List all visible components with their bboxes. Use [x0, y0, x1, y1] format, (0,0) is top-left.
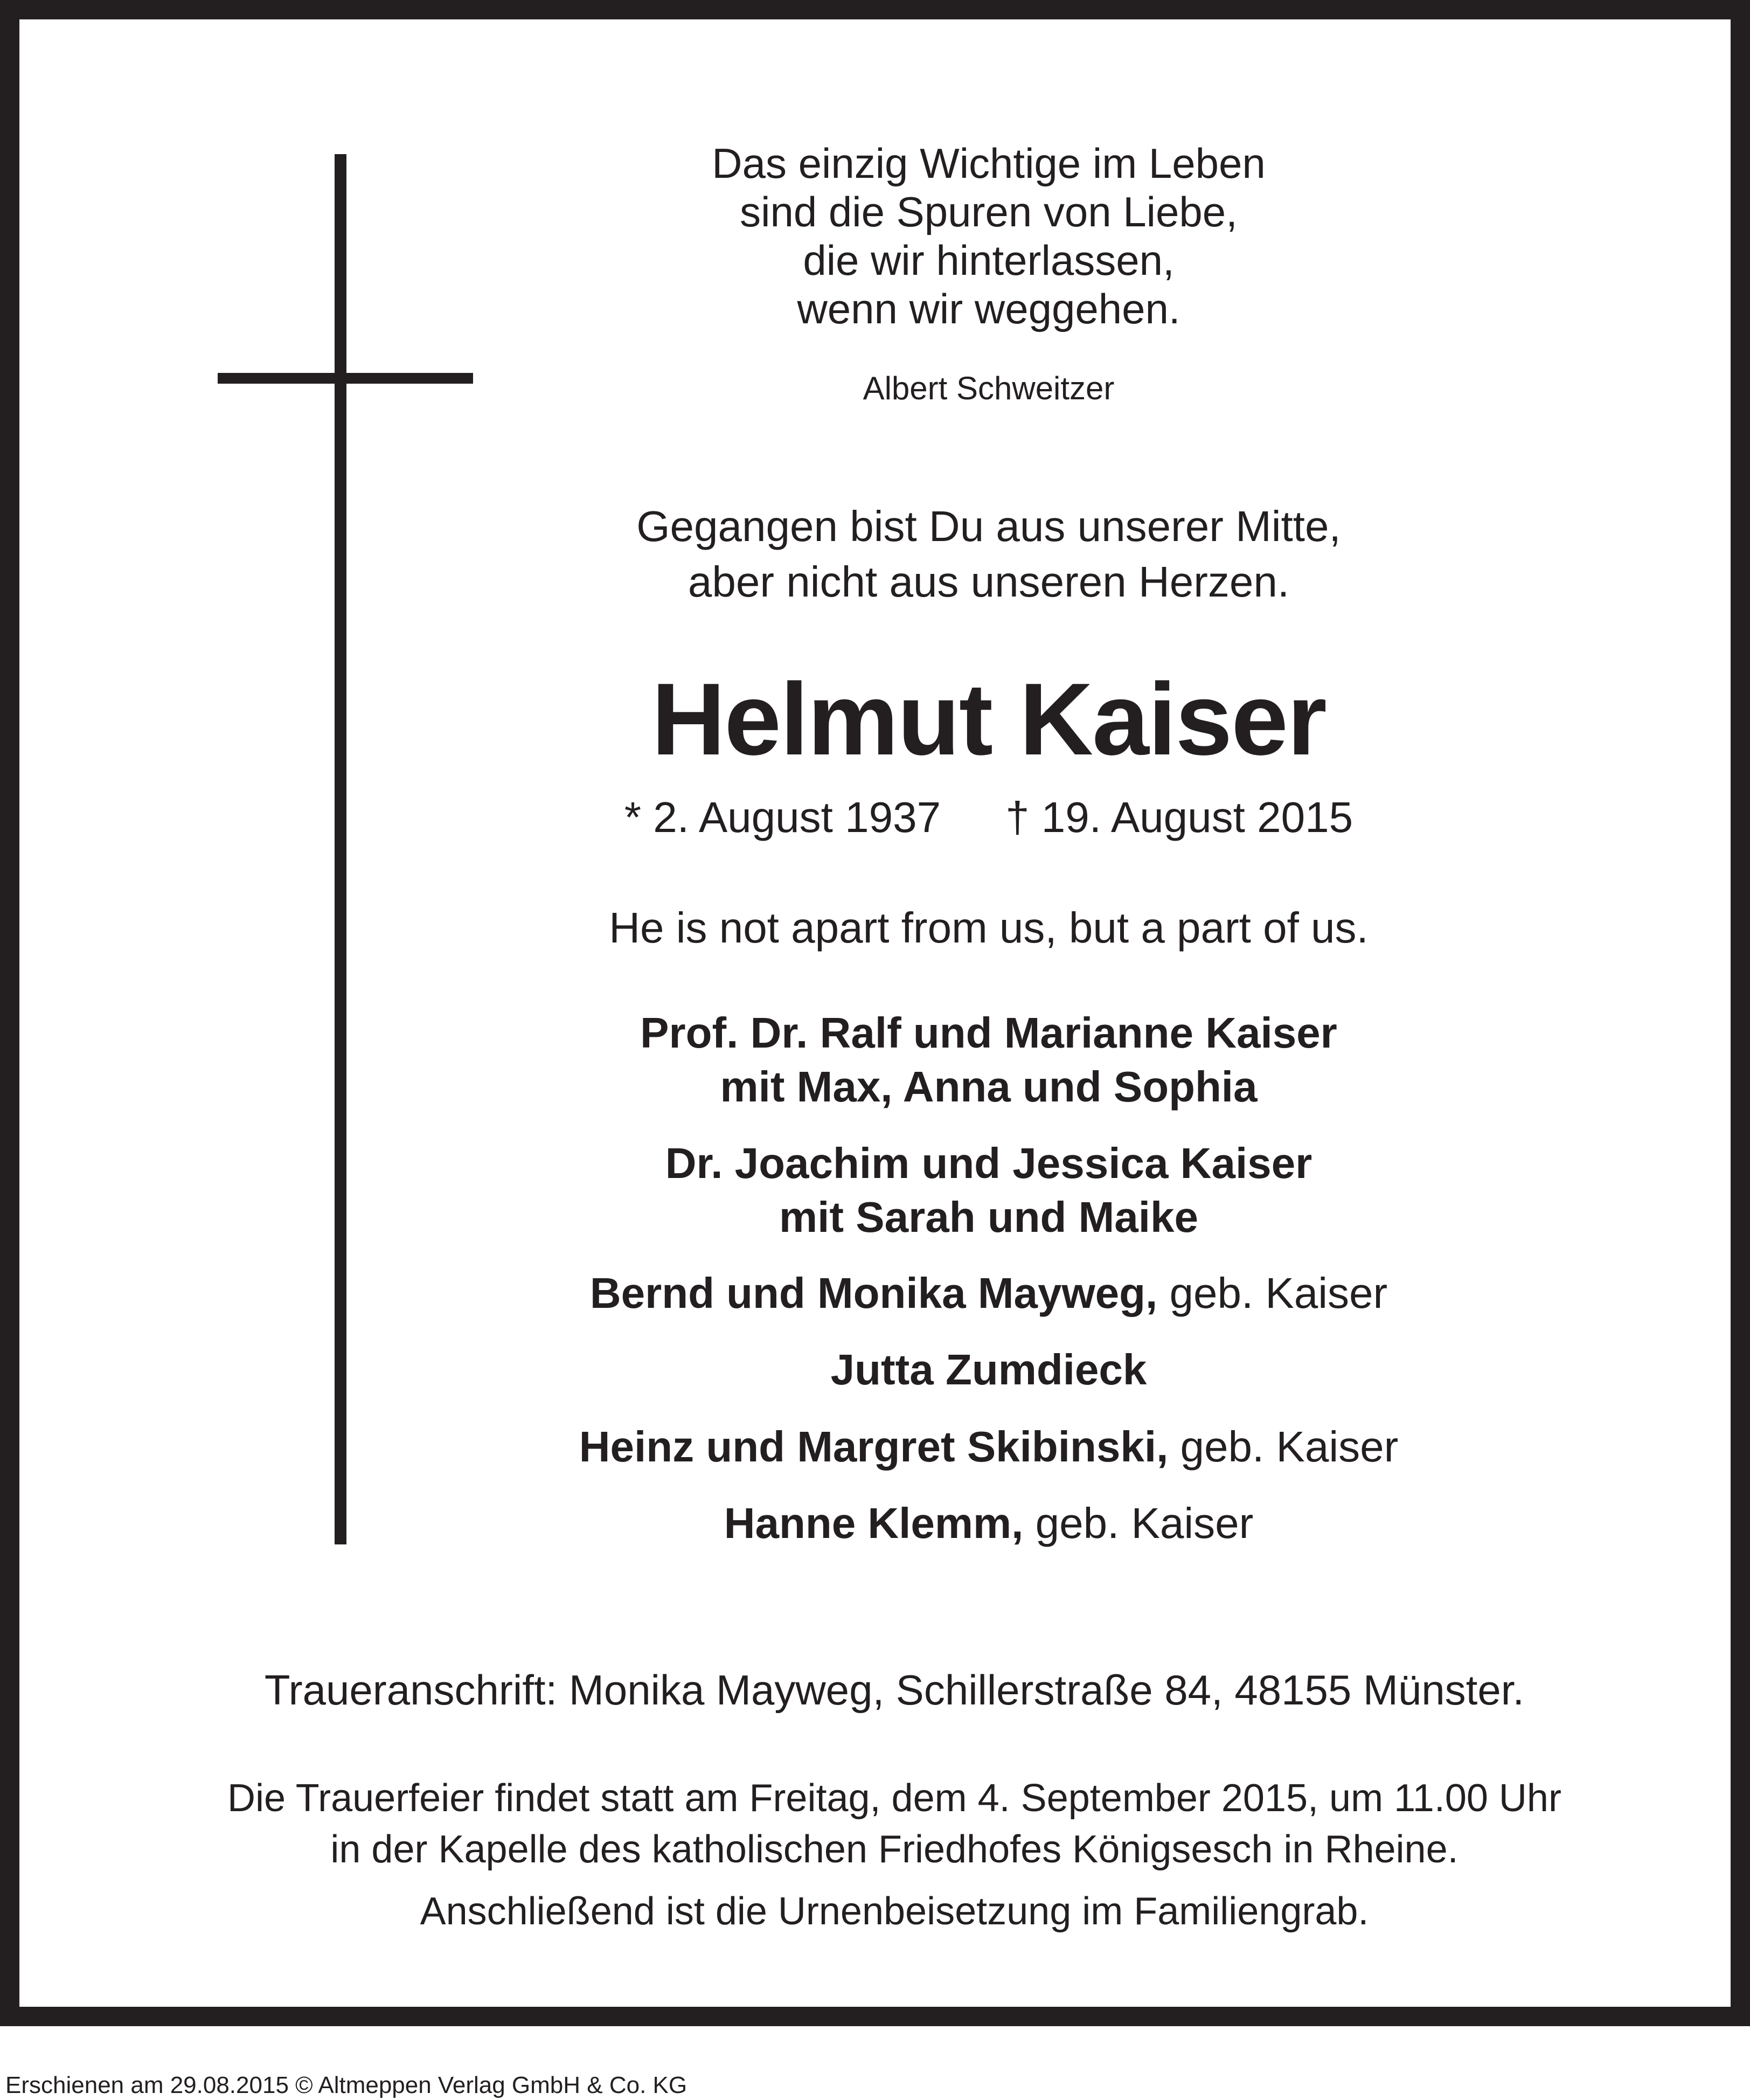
mourner-line: [19, 1062, 1750, 1112]
life-dates: [19, 793, 1750, 842]
quote-line-2: sind die Spuren von Liebe,: [740, 188, 1238, 235]
mourning-address: Traueranschrift: Monika Mayweg, Schillerstraße 84, 48155 Münster.: [264, 1666, 1525, 1714]
service-line-3: Anschließend ist die Urnenbeisetzung im Familiengrab.: [420, 1890, 1369, 1933]
cross-vertical-bar: [335, 154, 346, 1544]
mourner-line: [19, 1269, 1750, 1318]
mourner-name: Heinz und Margret Skibinski,: [579, 1423, 1169, 1471]
birth-date: * 2. August 1937: [624, 793, 941, 841]
mourner-line: [19, 1193, 1750, 1242]
mourner-line: [19, 1139, 1750, 1188]
death-date: † 19. August 2015: [1005, 793, 1353, 841]
service-line-2: in der Kapelle des katholischen Friedhofes Königsesch in Rheine.: [330, 1828, 1459, 1871]
mourner-suffix: geb. Kaiser: [1169, 1269, 1388, 1317]
mourner-suffix: geb. Kaiser: [1180, 1423, 1399, 1471]
mourner-name: mit Sarah und Maike: [779, 1193, 1198, 1241]
quote-author: Albert Schweitzer: [863, 370, 1115, 406]
motto-line-1: Gegangen bist Du aus unserer Mitte,: [636, 502, 1341, 550]
english-quote: He is not apart from us, but a part of us.: [609, 904, 1369, 952]
service-line-1: Die Trauerfeier findet statt am Freitag, dem 4. September 2015, um 11.00 Uhr: [227, 1777, 1561, 1820]
motto-line-2: aber nicht aus unseren Herzen.: [688, 558, 1290, 606]
mourner-name: Prof. Dr. Ralf und Marianne Kaiser: [640, 1009, 1337, 1057]
mourner-line: [19, 1499, 1750, 1548]
mourner-line: [19, 1345, 1750, 1395]
mourner-line: [19, 1008, 1750, 1058]
quote-line-1: Das einzig Wichtige im Leben: [712, 140, 1266, 187]
mourner-name: Hanne Klemm,: [724, 1499, 1024, 1547]
deceased-name: Helmut Kaiser: [651, 662, 1326, 777]
mourner-name: mit Max, Anna und Sophia: [720, 1063, 1258, 1111]
publication-footer: Erschienen am 29.08.2015 © Altmeppen Verlag GmbH & Co. KG: [5, 2072, 688, 2098]
mourner-suffix: geb. Kaiser: [1035, 1499, 1254, 1547]
quote-line-4: wenn wir weggehen.: [797, 285, 1180, 332]
mourner-name: Bernd und Monika Mayweg,: [589, 1269, 1158, 1317]
mourner-name: Dr. Joachim und Jessica Kaiser: [665, 1139, 1313, 1187]
mourner-name: Jutta Zumdieck: [830, 1346, 1147, 1394]
mourner-line: [19, 1422, 1750, 1472]
quote-line-3: die wir hinterlassen,: [803, 237, 1175, 284]
